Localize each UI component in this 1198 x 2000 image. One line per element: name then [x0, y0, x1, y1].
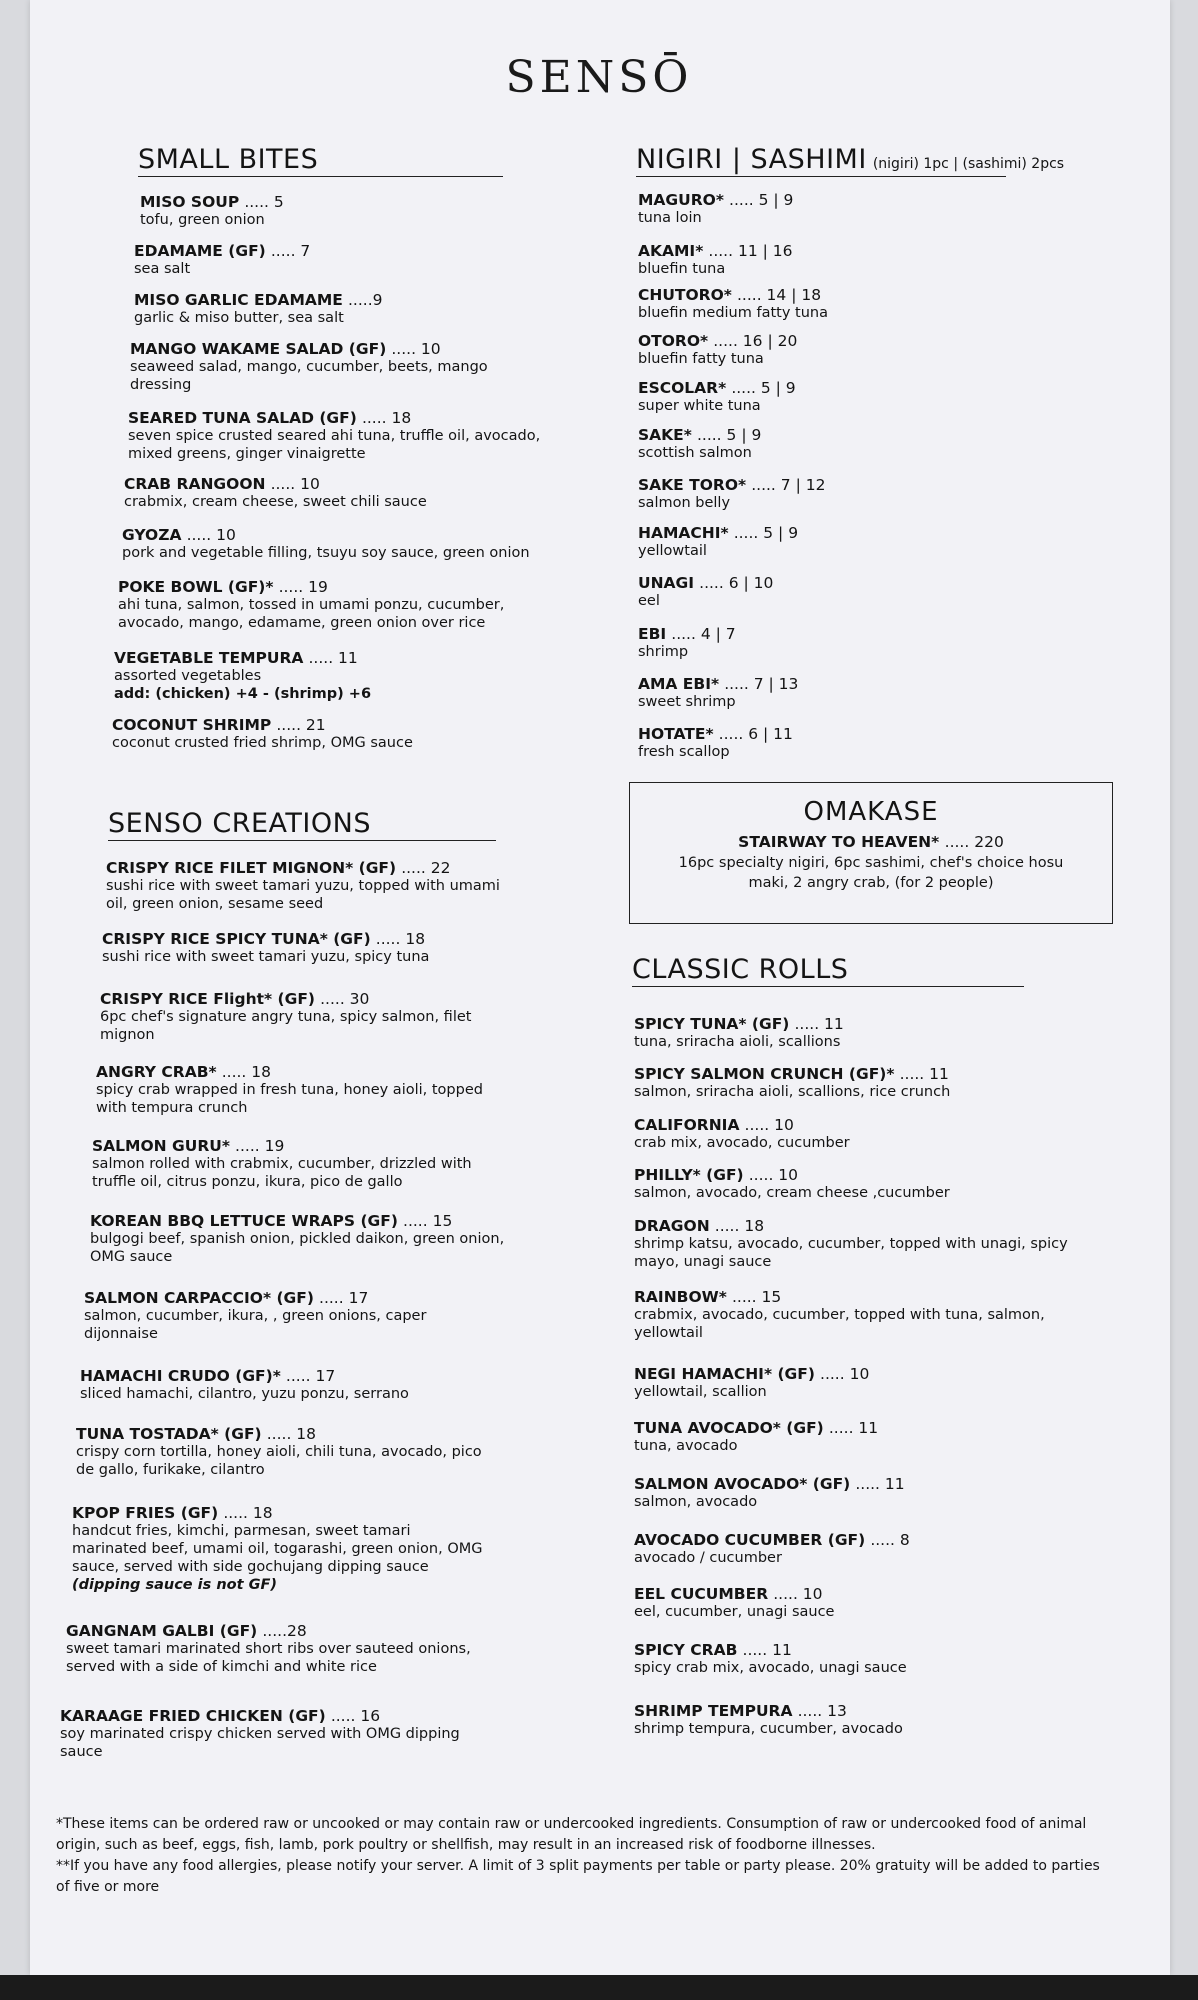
menu-item-price: ..... 30: [320, 990, 370, 1008]
menu-item-description: mixed greens, ginger vinaigrette: [128, 446, 366, 462]
menu-item-header: [130, 339, 488, 358]
menu-item-description: tuna loin: [638, 210, 702, 226]
menu-item-description: scottish salmon: [638, 445, 752, 461]
menu-item-price: ..... 7 | 13: [724, 675, 799, 693]
menu-item-price: ..... 10: [748, 1166, 799, 1184]
menu-item-price: ..... 16 | 20: [713, 332, 798, 350]
menu-item-description: mignon: [100, 1027, 155, 1043]
menu-item-header: [634, 1115, 850, 1134]
menu-item-header: [638, 624, 736, 643]
omakase-price: ..... 220: [944, 833, 1004, 851]
menu-item-price: ..... 15: [403, 1212, 453, 1230]
menu-item-header: [100, 989, 471, 1008]
menu-item-description: with tempura crunch: [96, 1100, 248, 1116]
menu-item-price: ..... 18: [375, 930, 426, 948]
menu-item-price: ..... 14 | 18: [737, 286, 822, 304]
menu-item-header: [634, 1474, 905, 1493]
menu-item-description: handcut fries, kimchi, parmesan, sweet tamari: [72, 1523, 411, 1539]
menu-item-name: POKE BOWL (GF)*: [118, 578, 274, 596]
menu-item-name: KOREAN BBQ LETTUCE WRAPS (GF): [90, 1212, 398, 1230]
menu-item-name: KARAAGE FRIED CHICKEN (GF): [60, 1707, 326, 1725]
menu-item-header: [638, 475, 825, 494]
menu-item-description: crab mix, avocado, cucumber: [634, 1135, 850, 1151]
menu-item-price: ..... 18: [714, 1217, 765, 1235]
menu-item-price: ..... 18: [361, 409, 412, 427]
menu-item-name: HAMACHI CRUDO (GF)*: [80, 1367, 281, 1385]
menu-item-header: [102, 929, 429, 948]
menu-item-price: ..... 17: [285, 1367, 336, 1385]
menu-item-description: OMG sauce: [90, 1249, 173, 1265]
menu-item-price: ..... 6 | 11: [718, 725, 793, 743]
menu-item-description: soy marinated crispy chicken served with OMG dipping: [60, 1726, 460, 1742]
menu-item-price: ..... 19: [235, 1137, 285, 1155]
menu-item-name: MANGO WAKAME SALAD (GF): [130, 340, 387, 358]
menu-item-price: ..... 13: [797, 1702, 847, 1720]
menu-item: [638, 378, 796, 415]
menu-item-description: sweet tamari marinated short ribs over sauteed onions,: [66, 1641, 471, 1657]
menu-item-name: DRAGON: [634, 1217, 710, 1235]
menu-item: [638, 523, 798, 560]
footer-disclaimer: [56, 1814, 1156, 1898]
menu-item-price: ..... 10: [820, 1365, 870, 1383]
menu-item-price: ..... 11: [308, 649, 358, 667]
menu-item: [634, 1014, 844, 1051]
menu-item: [90, 1211, 504, 1266]
menu-item-name: SEARED TUNA SALAD (GF): [128, 409, 357, 427]
small-bites-header: [138, 144, 503, 177]
menu-item-description: sliced hamachi, cilantro, yuzu ponzu, serrano: [80, 1386, 409, 1402]
creations-title: SENSO CREATIONS: [108, 808, 496, 841]
menu-item: [634, 1364, 869, 1401]
menu-item: [638, 475, 825, 512]
menu-item-description: de gallo, furikake, cilantro: [76, 1462, 265, 1478]
menu-item-description: bluefin fatty tuna: [638, 351, 764, 367]
omakase-description: [630, 853, 1112, 893]
menu-item-name: MISO SOUP: [140, 193, 240, 211]
omakase-name-text: STAIRWAY TO HEAVEN*: [738, 833, 940, 851]
menu-item-description: shrimp katsu, avocado, cucumber, topped with unagi, spicy: [634, 1236, 1068, 1252]
small-bites-title: SMALL BITES: [138, 144, 503, 177]
menu-item: [130, 339, 488, 394]
nigiri-header: [636, 144, 1065, 177]
menu-item-price: ..... 11 | 16: [708, 242, 793, 260]
footer-line: origin, such as beef, eggs, fish, lamb, pork poultry or shellfish, may result in an increased risk of foodborne illnesses.: [56, 1837, 876, 1853]
menu-item: [60, 1706, 460, 1761]
menu-item: [638, 674, 798, 711]
menu-item-name: SPICY CRAB: [634, 1641, 738, 1659]
menu-item-description: bluefin tuna: [638, 261, 726, 277]
menu-item-name: SALMON CARPACCIO* (GF): [84, 1289, 314, 1307]
menu-item-name: MAGURO*: [638, 191, 724, 209]
menu-item: [634, 1474, 905, 1511]
menu-item-description: seaweed salad, mango, cucumber, beets, mango: [130, 359, 488, 375]
menu-item-description: yellowtail, scallion: [634, 1384, 767, 1400]
menu-item-description: salmon rolled with crabmix, cucumber, drizzled with: [92, 1156, 472, 1172]
menu-item-header: [634, 1064, 950, 1083]
menu-item-price: ..... 19: [278, 578, 328, 596]
creations-header: [108, 808, 496, 841]
menu-item: [634, 1165, 950, 1202]
menu-item-price: ..... 16: [330, 1707, 381, 1725]
menu-item-name: CHUTORO*: [638, 286, 732, 304]
menu-item: [128, 408, 540, 463]
menu-item-description: shrimp: [638, 644, 689, 660]
menu-item-header: [634, 1287, 1045, 1306]
menu-item: [638, 425, 761, 462]
menu-item-name: MISO GARLIC EDAMAME: [134, 291, 343, 309]
menu-item-name: EDAMAME (GF): [134, 242, 266, 260]
menu-item-price: ..... 11: [828, 1419, 879, 1437]
menu-item-description: served with a side of kimchi and white rice: [66, 1659, 377, 1675]
menu-item-price: ..... 10: [186, 526, 236, 544]
menu-item: [96, 1062, 483, 1117]
menu-item: [106, 858, 500, 913]
menu-item-price: ..... 18: [266, 1425, 317, 1443]
menu-item-description: salmon belly: [638, 495, 731, 511]
menu-item: [102, 929, 429, 966]
menu-item-name: UNAGI: [638, 574, 695, 592]
menu-item-header: [134, 241, 310, 260]
menu-item-price: ..... 10: [744, 1116, 794, 1134]
menu-item-header: [60, 1706, 460, 1725]
menu-item-name: OTORO*: [638, 332, 709, 350]
menu-item-name: VEGETABLE TEMPURA: [114, 649, 304, 667]
menu-item-header: [638, 190, 793, 209]
menu-item-name: TUNA AVOCADO* (GF): [634, 1419, 824, 1437]
menu-item: [638, 190, 793, 227]
menu-item-price: ..... 4 | 7: [671, 625, 736, 643]
menu-item-name: NEGI HAMACHI* (GF): [634, 1365, 815, 1383]
menu-item-description: mayo, unagi sauce: [634, 1254, 772, 1270]
menu-item-description: super white tuna: [638, 398, 761, 414]
menu-item: [80, 1366, 409, 1403]
menu-item-price: ..... 7: [270, 242, 311, 260]
menu-item-header: [634, 1530, 910, 1549]
menu-item-name: SHRIMP TEMPURA: [634, 1702, 793, 1720]
menu-item-header: [140, 192, 284, 211]
menu-item-description: tofu, green onion: [140, 212, 265, 228]
menu-item-price: ..... 10: [270, 475, 320, 493]
menu-item-header: [134, 290, 382, 309]
menu-item-description: sauce, served with side gochujang dipping sauce: [72, 1559, 429, 1575]
menu-item-header: [638, 573, 773, 592]
menu-item: [118, 577, 504, 632]
menu-item: [124, 474, 427, 511]
menu-item: [634, 1584, 834, 1621]
menu-item-price: ..... 5: [244, 193, 284, 211]
omakase-item-name: [630, 833, 1112, 851]
menu-item-name: ANGRY CRAB*: [96, 1063, 217, 1081]
menu-item: [112, 715, 413, 752]
nigiri-title-text: NIGIRI | SASHIMI: [636, 144, 867, 175]
menu-item-price: ..... 11: [794, 1015, 844, 1033]
menu-item-description: yellowtail: [634, 1325, 703, 1341]
menu-item: [638, 573, 773, 610]
menu-item-price: ..... 7 | 12: [751, 476, 826, 494]
menu-item-description: avocado, mango, edamame, green onion over rice: [118, 615, 486, 631]
menu-item: [638, 331, 797, 368]
menu-item-price: ..... 18: [223, 1504, 273, 1522]
menu-item-header: [634, 1418, 878, 1437]
menu-item-header: [72, 1503, 482, 1522]
menu-item-description: oil, green onion, sesame seed: [106, 896, 324, 912]
menu-item-header: [92, 1136, 472, 1155]
menu-item-name: SPICY TUNA* (GF): [634, 1015, 790, 1033]
menu-item-description: ahi tuna, salmon, tossed in umami ponzu, cucumber,: [118, 597, 505, 613]
menu-item: [140, 192, 284, 229]
menu-item-description: dijonnaise: [84, 1326, 158, 1342]
menu-item: [634, 1115, 850, 1152]
bottom-edge: [0, 1975, 1198, 2000]
menu-item-price: ..... 17: [319, 1289, 369, 1307]
menu-item-header: [124, 474, 427, 493]
menu-item-name: CRISPY RICE SPICY TUNA* (GF): [102, 930, 371, 948]
menu-item: [638, 285, 828, 322]
menu-item-name: PHILLY* (GF): [634, 1166, 744, 1184]
menu-item-description: assorted vegetables: [114, 668, 262, 684]
menu-item-header: [634, 1584, 834, 1603]
menu-item-price: ..... 5 | 9: [729, 191, 794, 209]
menu-item-description: salmon, avocado: [634, 1494, 758, 1510]
menu-item-header: [634, 1364, 869, 1383]
menu-item-header: [634, 1640, 907, 1659]
menu-item: [100, 989, 471, 1044]
menu-item-header: [118, 577, 504, 596]
classic-header: [632, 954, 1024, 987]
menu-item-header: [114, 648, 371, 667]
menu-item-price: ..... 21: [276, 716, 326, 734]
footer-line: *These items can be ordered raw or uncooked or may contain raw or undercooked ingredients. Consumption of raw or undercooked food of animal: [56, 1816, 1087, 1832]
menu-item-name: SALMON GURU*: [92, 1137, 230, 1155]
menu-item-description: salmon, sriracha aioli, scallions, rice crunch: [634, 1084, 951, 1100]
menu-item: [634, 1418, 878, 1455]
menu-item-header: [638, 674, 798, 693]
omakase-desc-line: maki, 2 angry crab, (for 2 people): [748, 875, 994, 891]
menu-item: [638, 724, 793, 761]
menu-item-header: [76, 1424, 482, 1443]
menu-item-header: [128, 408, 540, 427]
menu-item-header: [634, 1216, 1068, 1235]
menu-item-header: [96, 1062, 483, 1081]
menu-item-description: sweet shrimp: [638, 694, 736, 710]
menu-item: [122, 525, 530, 562]
menu-item-name: AMA EBI*: [638, 675, 720, 693]
menu-item-name: RAINBOW*: [634, 1288, 727, 1306]
menu-item-price: ..... 8: [870, 1531, 910, 1549]
menu-item-name: SAKE*: [638, 426, 692, 444]
nigiri-title: [636, 144, 1065, 177]
menu-item: [114, 648, 371, 703]
menu-item-description: marinated beef, umami oil, togarashi, green onion, OMG: [72, 1541, 483, 1557]
menu-item: [72, 1503, 482, 1594]
menu-item-header: [638, 241, 793, 260]
menu-item-description: salmon, avocado, cream cheese ,cucumber: [634, 1185, 950, 1201]
menu-item: [634, 1640, 907, 1677]
menu-item-description: garlic & miso butter, sea salt: [134, 310, 344, 326]
menu-item-note: (dipping sauce is not GF): [72, 1577, 278, 1593]
menu-item-name: AKAMI*: [638, 242, 704, 260]
menu-item-header: [638, 331, 797, 350]
menu-item: [84, 1288, 426, 1343]
omakase-box: [629, 782, 1113, 924]
menu-item-description: eel: [638, 593, 660, 609]
menu-item-description: tuna, avocado: [634, 1438, 738, 1454]
menu-item-description: coconut crusted fried shrimp, OMG sauce: [112, 735, 413, 751]
footer-line: **If you have any food allergies, please notify your server. A limit of 3 split payments per table or party please. 20% gratuity will be added to parties: [56, 1858, 1100, 1874]
menu-item-description: eel, cucumber, unagi sauce: [634, 1604, 835, 1620]
menu-item-name: CRAB RANGOON: [124, 475, 266, 493]
menu-item-header: [122, 525, 530, 544]
menu-item-header: [634, 1701, 903, 1720]
menu-item-description: shrimp tempura, cucumber, avocado: [634, 1721, 903, 1737]
nigiri-portion-note: (nigiri) 1pc | (sashimi) 2pcs: [872, 156, 1065, 172]
menu-item-price: ..... 11: [742, 1641, 792, 1659]
menu-item-header: [80, 1366, 409, 1385]
menu-item-name: GYOZA: [122, 526, 182, 544]
menu-item-description: spicy crab wrapped in fresh tuna, honey aioli, topped: [96, 1082, 483, 1098]
menu-item-price: .....28: [262, 1622, 307, 1640]
menu-item-header: [638, 285, 828, 304]
menu-item-description: spicy crab mix, avocado, unagi sauce: [634, 1660, 907, 1676]
menu-item: [638, 624, 736, 661]
menu-item-description: truffle oil, citrus ponzu, ikura, pico de gallo: [92, 1174, 403, 1190]
menu-item-description: pork and vegetable filling, tsuyu soy sauce, green onion: [122, 545, 530, 561]
menu-item: [92, 1136, 472, 1191]
menu-item-name: KPOP FRIES (GF): [72, 1504, 219, 1522]
menu-item-header: [66, 1621, 471, 1640]
menu-item: [638, 241, 793, 278]
menu-item-price: ..... 15: [731, 1288, 782, 1306]
menu-item-description: salmon, cucumber, ikura, , green onions, caper: [84, 1308, 427, 1324]
menu-item-name: SAKE TORO*: [638, 476, 747, 494]
menu-item: [76, 1424, 482, 1479]
menu-item: [634, 1216, 1068, 1271]
menu-item-name: HAMACHI*: [638, 524, 729, 542]
menu-item-name: COCONUT SHRIMP: [112, 716, 272, 734]
menu-item-header: [84, 1288, 426, 1307]
menu-item-name: CRISPY RICE FILET MIGNON* (GF): [106, 859, 397, 877]
menu-item-name: SALMON AVOCADO* (GF): [634, 1475, 851, 1493]
menu-item-price: ..... 10: [391, 340, 441, 358]
menu-item: [634, 1287, 1045, 1342]
menu-item-price: ..... 22: [401, 859, 451, 877]
footer-line: of five or more: [56, 1879, 160, 1895]
menu-item-name: CRISPY RICE Flight* (GF): [100, 990, 316, 1008]
menu-item-description: crabmix, avocado, cucumber, topped with tuna, salmon,: [634, 1307, 1045, 1323]
menu-item: [634, 1530, 910, 1567]
menu-item-addon: add: (chicken) +4 - (shrimp) +6: [114, 686, 372, 702]
menu-item-price: .....9: [347, 291, 383, 309]
brand-logo: SENSŌ: [505, 52, 693, 103]
menu-item-description: sauce: [60, 1744, 103, 1760]
menu-item-price: ..... 5 | 9: [696, 426, 762, 444]
menu-item-price: ..... 10: [773, 1585, 823, 1603]
menu-item-description: crispy corn tortilla, honey aioli, chili tuna, avocado, pico: [76, 1444, 482, 1460]
menu-item-name: CALIFORNIA: [634, 1116, 740, 1134]
menu-item-header: [106, 858, 500, 877]
menu-item-description: dressing: [130, 377, 192, 393]
menu-item-header: [634, 1165, 950, 1184]
menu-item: [634, 1701, 903, 1738]
menu-item-price: ..... 6 | 10: [699, 574, 774, 592]
menu-item-name: GANGNAM GALBI (GF): [66, 1622, 258, 1640]
menu-item-name: AVOCADO CUCUMBER (GF): [634, 1531, 866, 1549]
menu-item: [634, 1064, 950, 1101]
menu-item-description: sushi rice with sweet tamari yuzu, spicy tuna: [102, 949, 430, 965]
menu-item-description: tuna, sriracha aioli, scallions: [634, 1034, 841, 1050]
menu-item-header: [638, 425, 761, 444]
menu-item-name: ESCOLAR*: [638, 379, 727, 397]
menu-item-name: SPICY SALMON CRUNCH (GF)*: [634, 1065, 895, 1083]
menu-item-description: crabmix, cream cheese, sweet chili sauce: [124, 494, 427, 510]
menu-item-header: [634, 1014, 844, 1033]
menu-item-description: bulgogi beef, spanish onion, pickled daikon, green onion,: [90, 1231, 505, 1247]
menu-item-header: [112, 715, 413, 734]
menu-item-description: avocado / cucumber: [634, 1550, 782, 1566]
menu-item: [66, 1621, 471, 1676]
menu-item-name: HOTATE*: [638, 725, 714, 743]
menu-item-header: [638, 378, 796, 397]
menu-item-name: TUNA TOSTADA* (GF): [76, 1425, 262, 1443]
menu-item-description: 6pc chef's signature angry tuna, spicy salmon, filet: [100, 1009, 472, 1025]
omakase-title: OMAKASE: [803, 797, 939, 827]
menu-item-price: ..... 5 | 9: [731, 379, 796, 397]
menu-item-price: ..... 18: [221, 1063, 272, 1081]
menu-item-price: ..... 5 | 9: [733, 524, 799, 542]
menu-item-header: [638, 523, 798, 542]
menu-item-description: fresh scallop: [638, 744, 730, 760]
menu-item-name: EBI: [638, 625, 667, 643]
menu-item-description: sea salt: [134, 261, 191, 277]
menu-item-price: ..... 11: [899, 1065, 949, 1083]
menu-item-name: EEL CUCUMBER: [634, 1585, 769, 1603]
menu-item-price: ..... 11: [855, 1475, 905, 1493]
menu-item-header: [638, 724, 793, 743]
menu-item-description: sushi rice with sweet tamari yuzu, topped with umami: [106, 878, 500, 894]
menu-item-header: [90, 1211, 504, 1230]
menu-item-description: seven spice crusted seared ahi tuna, truffle oil, avocado,: [128, 428, 541, 444]
classic-title: CLASSIC ROLLS: [632, 954, 1024, 987]
menu-item-description: bluefin medium fatty tuna: [638, 305, 828, 321]
menu-item: [134, 290, 382, 327]
menu-item: [134, 241, 310, 278]
omakase-desc-line: 16pc specialty nigiri, 6pc sashimi, chef's choice hosu: [678, 855, 1064, 871]
menu-item-description: yellowtail: [638, 543, 707, 559]
